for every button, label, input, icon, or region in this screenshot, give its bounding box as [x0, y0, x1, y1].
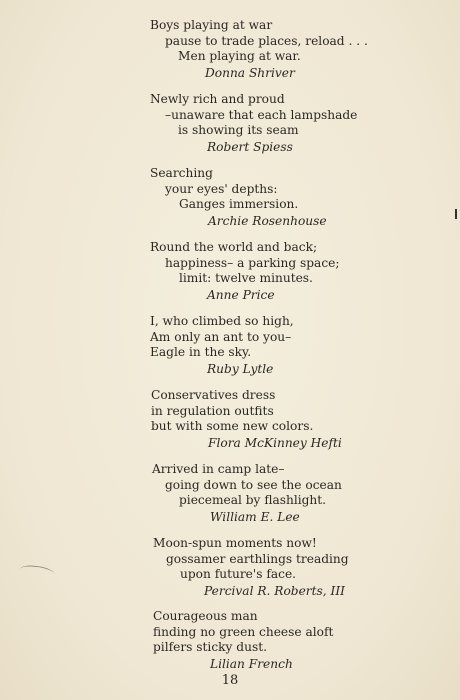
poem-author: Archie Rosenhouse [208, 213, 327, 228]
poem-line: Am only an ant to you– [150, 329, 292, 344]
poem-author: Flora McKinney Hefti [208, 435, 342, 450]
poem-author: Lilian French [210, 656, 293, 671]
haiku-7 [150, 462, 342, 525]
poem-line: Arrived in camp late– [152, 462, 285, 476]
poem-line: pilfers sticky dust. [153, 640, 267, 655]
poem-line: Searching [150, 166, 213, 180]
poem-line: Courageous man [153, 609, 258, 623]
poem-line: Ganges immersion. [179, 197, 299, 212]
poem-line: in regulation outfits [151, 403, 274, 418]
haiku-8 [150, 536, 349, 599]
poem-author: Donna Shriver [205, 65, 295, 80]
ink-mark [455, 209, 457, 219]
poem-line: going down to see the ocean [165, 477, 342, 492]
poem-author: William E. Lee [210, 509, 300, 524]
poem-author: Anne Price [207, 287, 275, 302]
poem-line: limit: twelve minutes. [179, 271, 313, 286]
poem-line: Newly rich and proud [150, 92, 285, 106]
poem-line: Moon-spun moments now! [153, 536, 317, 550]
poem-line: pause to trade places, reload . . . [165, 33, 368, 48]
poem-author: Robert Spiess [207, 139, 293, 154]
pencil-scratch [19, 564, 54, 580]
haiku-5 [150, 314, 294, 377]
haiku-3 [150, 166, 327, 229]
poem-author: Percival R. Roberts, III [204, 583, 345, 598]
poem-line: upon future's face. [180, 567, 297, 582]
haiku-9 [150, 609, 333, 672]
poem-line: finding no green cheese aloft [153, 624, 334, 639]
haiku-6 [150, 388, 342, 451]
poem-line: but with some new colors. [151, 419, 314, 434]
poem-line: Round the world and back; [150, 240, 318, 254]
haiku-2 [150, 92, 357, 155]
page-number: 18 [221, 673, 239, 688]
poem-author: Ruby Lytle [207, 361, 274, 376]
poem-line: happiness– a parking space; [165, 255, 340, 270]
poem-line: Eagle in the sky. [150, 345, 252, 360]
poem-line: –unaware that each lampshade [165, 107, 358, 122]
poem-line: Conservatives dress [151, 388, 276, 402]
poem-line: piecemeal by flashlight. [179, 493, 327, 508]
haiku-4 [150, 240, 339, 303]
poem-line: your eyes' depths: [165, 181, 278, 196]
poem-line: Boys playing at war [150, 18, 273, 32]
haiku-1 [150, 18, 368, 81]
poem-line: Men playing at war. [178, 49, 301, 64]
poem-line: is showing its seam [178, 123, 299, 138]
poem-line: I, who climbed so high, [150, 314, 294, 328]
poem-line: gossamer earthlings treading [166, 551, 349, 566]
